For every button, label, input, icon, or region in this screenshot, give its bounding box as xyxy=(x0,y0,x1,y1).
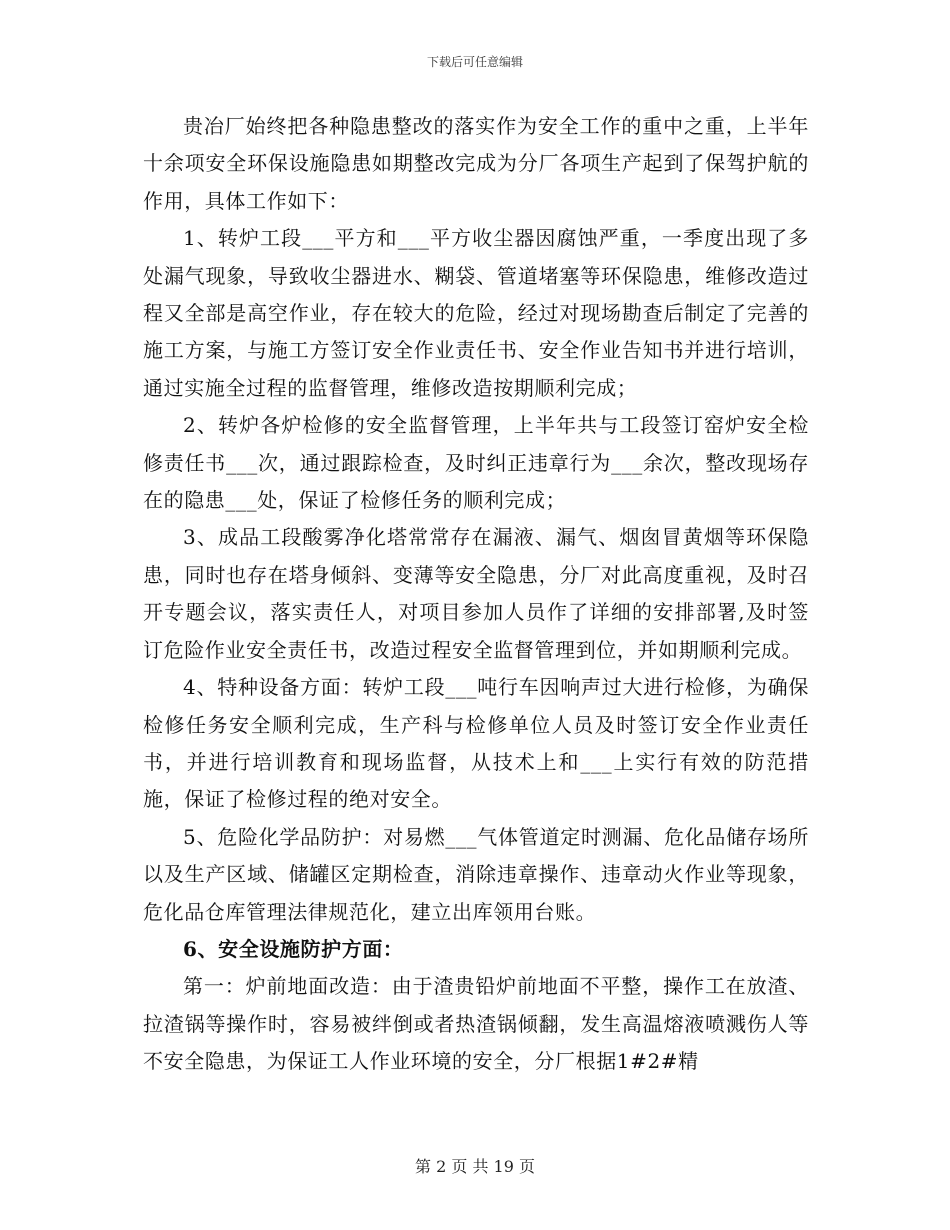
paragraph-item-1: 1、转炉工段___平方和___平方收尘器因腐蚀严重，一季度出现了多处漏气现象，导致收尘器进水、糊袋、管道堵塞等环保隐患，维修改造过程又全部是高空作业，存在较大的危险，经过对现场勘查后制定了完善的施工方案，与施工方签订安全作业责任书、安全作业告知书并进行培训，通过实施全过程的监督管理，维修改造按期顺利完成； xyxy=(143,226,809,400)
paragraph-item-6-1: 第一：炉前地面改造：由于渣贵铅炉前地面不平整，操作工在放渣、拉渣锅等操作时，容易被绊倒或者热渣锅倾翻，发生高温熔液喷溅伤人等不安全隐患，为保证工人作业环境的安全，分厂根据1#2#精 xyxy=(143,974,809,1074)
paragraph-item-4: 4、特种设备方面：转炉工段___吨行车因响声过大进行检修，为确保检修任务安全顺利完成，生产科与检修单位人员及时签订安全作业责任书，并进行培训教育和现场监督，从技术上和___上实行有效的防范措施，保证了检修过程的绝对安全。 xyxy=(143,675,809,812)
page-header: 下载后可任意编辑 xyxy=(426,55,523,69)
page-number: 第 2 页 共 19 页 xyxy=(415,1157,535,1176)
document-body xyxy=(143,108,809,1081)
paragraph-item-3: 3、成品工段酸雾净化塔常常存在漏液、漏气、烟囱冒黄烟等环保隐患，同时也存在塔身倾斜、变薄等安全隐患，分厂对此高度重视，及时召开专题会议，落实责任人，对项目参加人员作了详细的安排部署,及时签订危险作业安全责任书，改造过程安全监督管理到位，并如期顺利完成。 xyxy=(143,525,809,662)
paragraph-intro: 贵冶厂始终把各种隐患整改的落实作为安全工作的重中之重，上半年十余项安全环保设施隐患如期整改完成为分厂各项生产起到了保驾护航的作用，具体工作如下： xyxy=(143,114,809,213)
paragraph-item-2: 2、转炉各炉检修的安全监督管理，上半年共与工段签订窑炉安全检修责任书___次，通过跟踪检查，及时纠正违章行为___余次，整改现场存在的隐患___处，保证了检修任务的顺利完成； xyxy=(143,413,809,513)
paragraph-item-5: 5、危险化学品防护：对易燃___气体管道定时测漏、危化品储存场所以及生产区域、储罐区定期检查，消除违章操作、违章动火作业等现象，危化品仓库管理法律规范化，建立出库领用台账。 xyxy=(143,824,809,924)
section-heading-6: 6、安全设施防护方面： xyxy=(183,936,404,961)
